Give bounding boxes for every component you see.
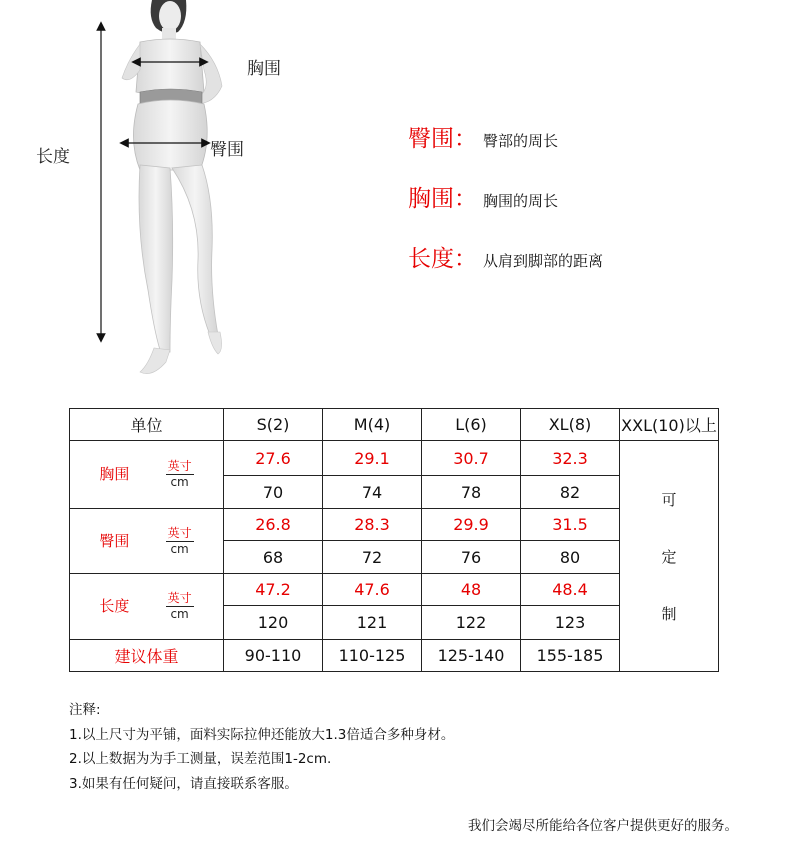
definition-length bbox=[408, 240, 603, 273]
header-cell: XXL(10)以上 bbox=[620, 409, 719, 441]
custom-char: 定 bbox=[661, 547, 677, 566]
cm-value: 74 bbox=[323, 476, 422, 509]
table-header-row bbox=[70, 409, 719, 441]
inch-value: 29.1 bbox=[323, 441, 422, 476]
definition-term: 胸围： bbox=[408, 186, 477, 212]
notes-heading: 注释: bbox=[69, 702, 101, 718]
definition-desc: 从肩到脚部的距离 bbox=[483, 252, 604, 270]
definition-term: 长度： bbox=[408, 246, 477, 272]
table-row bbox=[70, 441, 719, 476]
note-line: 1.以上尺寸为平铺，面料实际拉伸还能放大1.3倍适合多种身材。 bbox=[69, 726, 455, 743]
header-cell: XL(8) bbox=[521, 409, 620, 441]
inch-value: 47.6 bbox=[323, 574, 422, 606]
cm-value: 70 bbox=[224, 476, 323, 509]
cm-value: 121 bbox=[323, 606, 422, 640]
row-label-cell bbox=[70, 574, 224, 640]
inch-value: 48.4 bbox=[521, 574, 620, 606]
inch-value: 27.6 bbox=[224, 441, 323, 476]
row-label-cell bbox=[70, 441, 224, 509]
weight-value: 155-185 bbox=[521, 640, 620, 672]
inch-value: 28.3 bbox=[323, 509, 422, 541]
inch-value: 31.5 bbox=[521, 509, 620, 541]
row-label: 臀围 bbox=[99, 531, 130, 550]
inch-value: 26.8 bbox=[224, 509, 323, 541]
definition-term: 臀围： bbox=[408, 126, 477, 152]
cm-value: 72 bbox=[323, 541, 422, 574]
weight-value: 90-110 bbox=[224, 640, 323, 672]
weight-value: 125-140 bbox=[422, 640, 521, 672]
header-cell: L(6) bbox=[422, 409, 521, 441]
unit-label bbox=[166, 459, 194, 490]
chest-label: 胸围 bbox=[247, 59, 281, 79]
unit-inch: 英寸 bbox=[167, 525, 192, 540]
definition-desc: 胸围的周长 bbox=[483, 192, 559, 210]
closing-statement: 我们会竭尽所能给各位客户提供更好的服务。 bbox=[468, 818, 738, 834]
note-line: 2.以上数据为为手工测量，误差范围1-2cm. bbox=[69, 751, 332, 767]
row-label-cell bbox=[70, 509, 224, 574]
row-label: 长度 bbox=[99, 597, 130, 615]
header-cell: S(2) bbox=[224, 409, 323, 441]
cm-value: 76 bbox=[422, 541, 521, 574]
cm-value: 78 bbox=[422, 476, 521, 509]
hip-label: 臀围 bbox=[210, 140, 244, 160]
cm-value: 122 bbox=[422, 606, 521, 640]
unit-inch: 英寸 bbox=[167, 591, 192, 605]
inch-value: 32.3 bbox=[521, 441, 620, 476]
weight-label: 建议体重 bbox=[70, 640, 224, 672]
definition-desc: 臀部的周长 bbox=[483, 132, 559, 150]
unit-cm: cm bbox=[170, 475, 189, 489]
cm-value: 82 bbox=[521, 476, 620, 509]
custom-char: 可 bbox=[661, 490, 677, 509]
inch-value: 47.2 bbox=[224, 574, 323, 606]
unit-inch: 英寸 bbox=[167, 459, 192, 473]
custom-made-cell bbox=[620, 441, 719, 672]
unit-cm: cm bbox=[170, 607, 189, 621]
weight-value: 110-125 bbox=[323, 640, 422, 672]
note-line: 3.如果有任何疑问，请直接联系客服。 bbox=[69, 775, 298, 792]
row-label: 胸围 bbox=[99, 465, 130, 483]
unit-label bbox=[166, 591, 194, 622]
header-cell: M(4) bbox=[323, 409, 422, 441]
header-cell: 单位 bbox=[70, 409, 224, 441]
measurement-arrows bbox=[0, 0, 400, 390]
unit-cm: cm bbox=[170, 541, 189, 556]
definition-hip bbox=[408, 120, 558, 153]
definition-chest bbox=[408, 180, 558, 213]
cm-value: 123 bbox=[521, 606, 620, 640]
unit-label bbox=[166, 526, 194, 557]
cm-value: 80 bbox=[521, 541, 620, 574]
size-chart-table bbox=[69, 408, 719, 672]
inch-value: 48 bbox=[422, 574, 521, 606]
cm-value: 120 bbox=[224, 606, 323, 640]
length-label: 长度 bbox=[36, 147, 70, 167]
cm-value: 68 bbox=[224, 541, 323, 574]
custom-char: 制 bbox=[661, 604, 677, 623]
inch-value: 29.9 bbox=[422, 509, 521, 541]
inch-value: 30.7 bbox=[422, 441, 521, 476]
notes-section bbox=[69, 698, 454, 796]
